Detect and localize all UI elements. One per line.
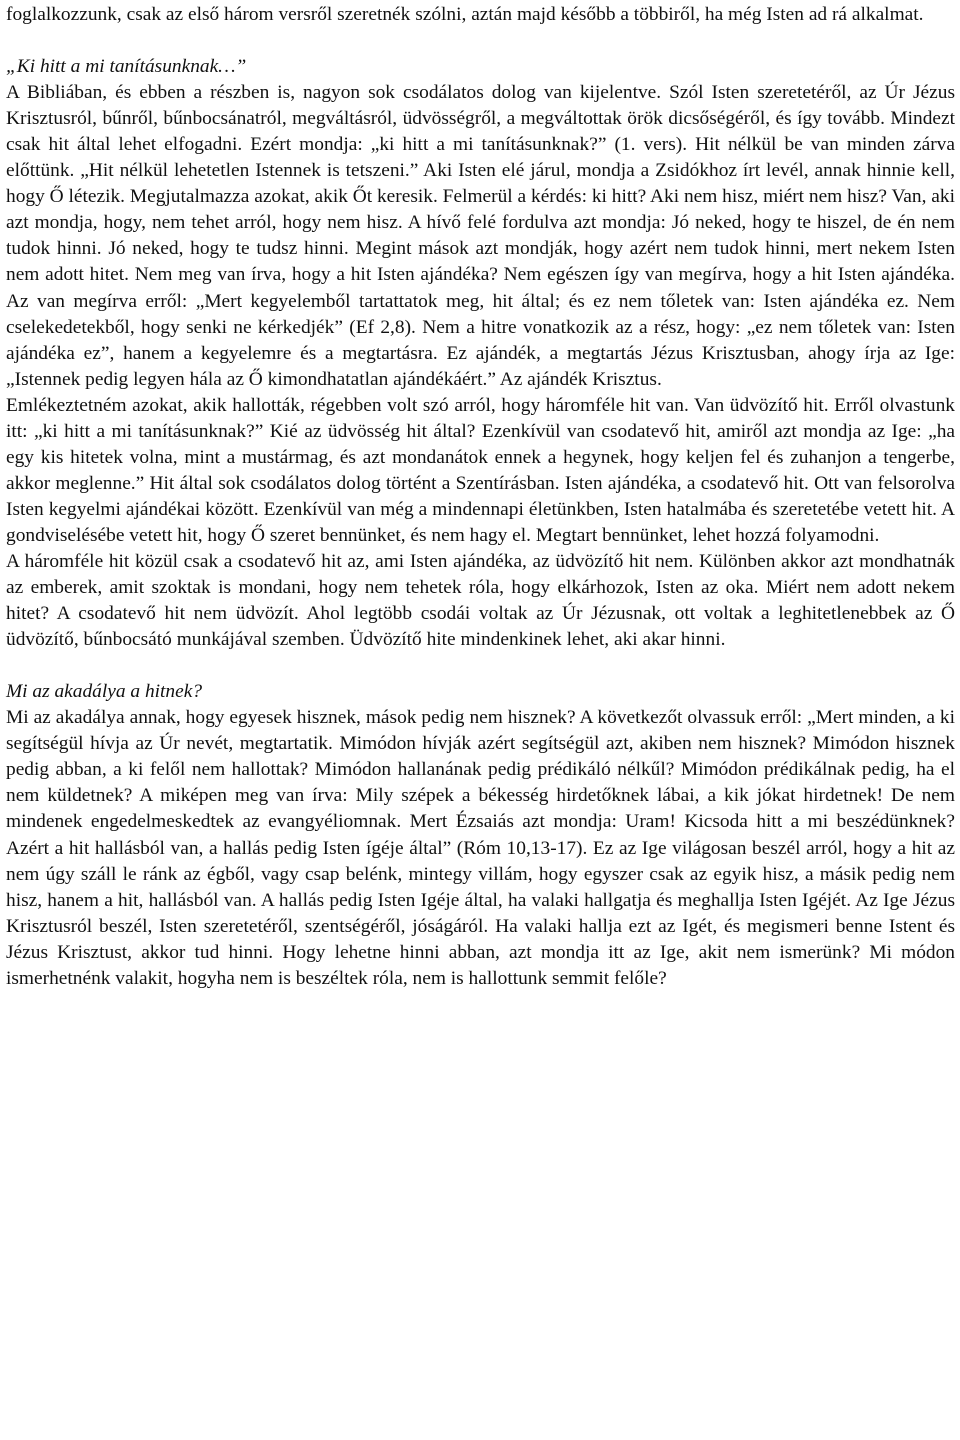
intro-paragraph: foglalkozzunk, csak az első három versről szeretnék szólni, aztán majd később a többiről, ha még Isten ad rá alkalmat. (6, 4, 924, 25)
body-paragraph: Mi az akadálya annak, hogy egyesek hisznek, mások pedig nem hisznek? A következőt olvassuk erről: „Mert minden, a ki segítségül hívja az Úr nevét, megtartatik. Mimódon hívják azért segítségül azt, akiben nem hisznek? Mimódon hisznek pedig abban, a ki felől nem hallottak? Mimódon hallanának pedig prédikáló nélkűl? Mimódon prédikálnak pedig, ha el nem küldetnek? A miképen meg van írva: Mily szépek a békesség hirdetőknek lábai, a kik jókat hirdetnek! De nem mindenek engedelmeskedtek az evangyéliomnak. Mert Ézsaiás azt mondja: Uram! Kicsoda hitt a mi beszédünknek? Azért a hit hallásból van, a hallás pedig Isten ígéje által” (Róm 10,13-17). Ez az Ige világosan beszél arról, hogy a hit az nem úgy száll le ránk az égből, vagy csap belénk, mintegy villám, hogy egyszer csak az egyik hisz, a másik pedig nem hisz, hanem a hit, hallásból van. A hallás pedig Isten Igéje által, ha valaki hallgatja és meghallja Isten Igéjét. Az Ige Jézus Krisztusról beszél, Isten szeretetéről, szentségéről, jóságáról. Ha valaki hallja ezt az Igét, és megismeri benne Istent és Jézus Krisztust, akkor tud hinni. Hogy lehetne hinni abban, azt mondja itt az Ige, akit nem ismerünk? Mi módon ismerhetnénk valakit, hogyha nem is beszéltek róla, nem is hallottunk semmit felőle? (6, 707, 955, 989)
paragraph-spacer (6, 28, 955, 54)
section-heading-ki-hitt: „Ki hitt a mi tanításunknak…” (6, 56, 247, 78)
body-paragraph: A háromféle hit közül csak a csodatevő hit az, ami Isten ajándéka, az üdvözítő hit nem. Különben akkor azt mondhatnák az emberek, amit szoktak is mondani, hogy nem tehetek róla, hogy elkárhozok, Isten az oka. Miért nem adott nekem hitet? A csodatevő hit nem üdvözít. Ahol legtöbb csodái voltak az Úr Jézusnak, ott voltak a leghitetlenebbek az Ő üdvözítő, bűnbocsátó munkájával szemben. Üdvözítő hite mindenkinek lehet, aki akar hinni. (6, 550, 955, 651)
section-heading-akadaly: Mi az akadálya a hitnek? (6, 681, 203, 703)
body-paragraph: Emlékeztetném azokat, akik hallották, régebben volt szó arról, hogy háromféle hit van. Van üdvözítő hit. Erről olvastunk itt: „ki hitt a mi tanításunknak?” Kié az üdvösség hit által? Ezenkívül van csodatevő hit, amiről azt mondja az Ige: „ha egy kis hitetek volna, mint a mustármag, és azt mondanátok ennek a hegynek, hogy keljen fel és zuhanjon a tengerbe, akkor meglenne.” Hit által sok csodálatos dolog történt a Szentírásban. Isten ajándéka, a csodatevő hit. Ott van felsorolva Isten kegyelmi ajándékai között. Ezenkívül van még a mindennapi életünkben, Isten hatalmába és szeretetébe vetett hit. A gondviselésébe vetett hit, hogy Ő szeret bennünket, és nem hagy el. Megtart bennünket, lehet hozzá folyamodni. (6, 394, 955, 546)
body-paragraph: A Bibliában, és ebben a részben is, nagyon sok csodálatos dolog van kijelentve. Szól Isten szeretetéről, az Úr Jézus Krisztusról, bűnről, bűnbocsánatról, megváltásról, üdvösségről, a megváltottak örök dicsőségéről, és így tovább. Mindezt csak hit által lehet elfogadni. Ezért mondja: „ki hitt a mi tanításunknak?” (1. vers). Hit nélkül be van minden zárva előttünk. „Hit nélkül lehetetlen Istennek is tetszeni.” Aki Isten elé járul, mondja a Zsidókhoz írt levél, annak hinnie kell, hogy Ő létezik. Megjutalmazza azokat, akik Őt keresik. Felmerül a kérdés: ki hitt? Aki nem hisz, miért nem hisz? Van, aki azt mondja, hogy, nem tehet arról, hogy nem hisz. A hívő felé fordulva azt mondja: Jó neked, hogy te hiszel, de én nem tudok hinni. Jó neked, hogy te tudsz hinni. Megint mások azt mondják, hogy azért nem tudok hinni, mert nekem Isten nem adott hitet. Nem meg van írva, hogy a hit Isten ajándéka? Nem egészen így van megírva, hogy a hit Isten ajándéka. Az van megírva erről: „Mert kegyelemből tartattatok meg, hit által; és ez nem tőletek van: Isten ajándéka ez. Nem cselekedetekből, hogy senki ne kérkedjék” (Ef 2,8). Nem a hitre vonatkozik az a rész, hogy: „ez nem tőletek van: Isten ajándéka ez”, hanem a kegyelemre és a megtartásra. Ez ajándék, a megtartás Jézus Krisztusban, ahogy írja az Ige: „Istennek pedig legyen hála az Ő kimondhatatlan ajándékáért.” Az ajándék Krisztus. (6, 82, 955, 390)
paragraph-spacer (6, 653, 955, 679)
